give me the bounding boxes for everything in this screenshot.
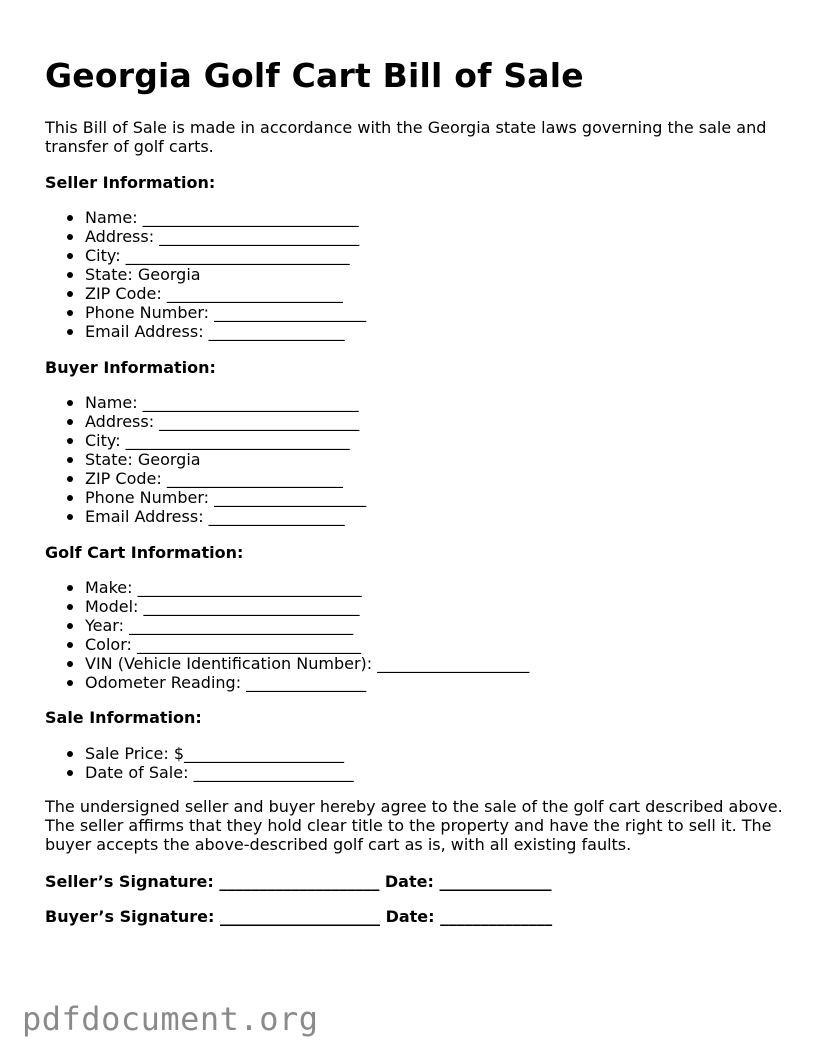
document-title: Georgia Golf Cart Bill of Sale [45, 56, 584, 95]
intro-paragraph: This Bill of Sale is made in accordance with the Georgia state laws governing the sale and transfer of golf carts. [45, 118, 767, 156]
sale-heading: Sale Information: [45, 708, 202, 727]
cart-year-field[interactable]: Year: ____________________________ [85, 616, 529, 635]
cart-model-field[interactable]: Model: ___________________________ [85, 597, 529, 616]
seller-email-field[interactable]: Email Address: _________________ [85, 322, 366, 341]
agreement-paragraph: The undersigned seller and buyer hereby agree to the sale of the golf cart described above. The seller affirms that they hold clear title to the property and have the right to sell it. The buyer accepts the above-described golf cart as is, with all existing faults. [45, 797, 783, 854]
seller-fields [45, 208, 366, 341]
buyer-signature-line[interactable]: Buyer’s Signature: ____________________ Date: ______________ [45, 907, 553, 926]
cart-heading: Golf Cart Information: [45, 543, 244, 562]
buyer-phone-field[interactable]: Phone Number: ___________________ [85, 488, 367, 507]
cart-color-field[interactable]: Color: ____________________________ [85, 635, 529, 654]
buyer-name-field[interactable]: Name: ___________________________ [85, 393, 366, 412]
seller-name-field[interactable]: Name: ___________________________ [85, 208, 366, 227]
sale-price-field[interactable]: Sale Price: $____________________ [85, 744, 354, 763]
seller-signature-line[interactable]: Seller’s Signature: ____________________ Date: ______________ [45, 872, 552, 891]
buyer-heading: Buyer Information: [45, 358, 216, 377]
buyer-fields [45, 393, 366, 526]
buyer-zip-field[interactable]: ZIP Code: ______________________ [85, 469, 366, 488]
cart-vin-field[interactable]: VIN (Vehicle Identification Number): ___________________ [85, 654, 530, 673]
sale-date-field[interactable]: Date of Sale: ____________________ [85, 763, 354, 782]
cart-odometer-field[interactable]: Odometer Reading: _______________ [85, 673, 529, 692]
buyer-city-field[interactable]: City: ____________________________ [85, 431, 366, 450]
seller-address-field[interactable]: Address: _________________________ [85, 227, 366, 246]
seller-phone-field[interactable]: Phone Number: ___________________ [85, 303, 367, 322]
buyer-email-field[interactable]: Email Address: _________________ [85, 507, 366, 526]
seller-city-field[interactable]: City: ____________________________ [85, 246, 366, 265]
watermark: pdfdocument.org [22, 1000, 319, 1038]
seller-zip-field[interactable]: ZIP Code: ______________________ [85, 284, 366, 303]
seller-heading: Seller Information: [45, 173, 216, 192]
cart-fields [45, 578, 529, 692]
sale-fields [45, 744, 354, 782]
seller-state-field: State: Georgia [85, 265, 366, 284]
cart-make-field[interactable]: Make: ____________________________ [85, 578, 529, 597]
buyer-address-field[interactable]: Address: _________________________ [85, 412, 366, 431]
buyer-state-field: State: Georgia [85, 450, 366, 469]
